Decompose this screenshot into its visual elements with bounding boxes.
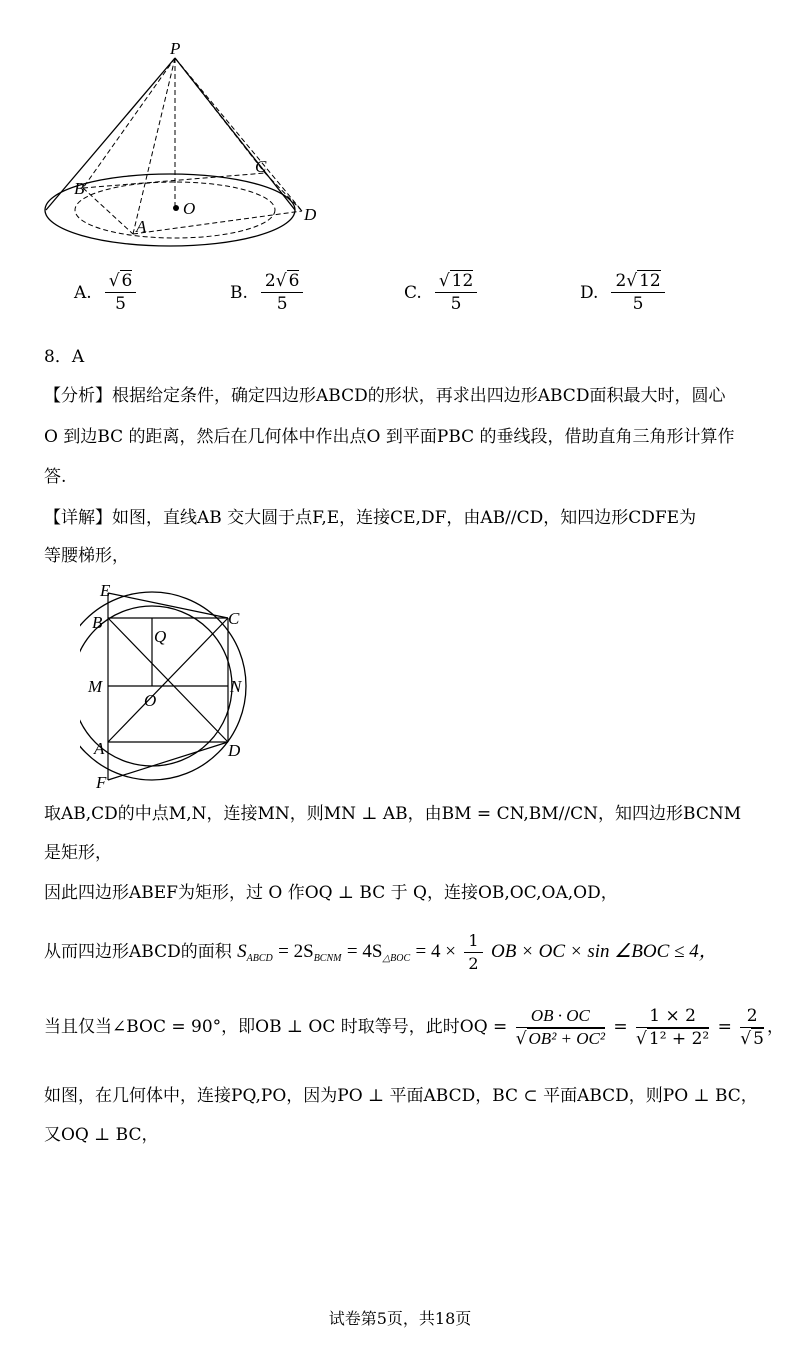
option-a: A. $\frac{√ 6}{5}$ [74, 270, 139, 315]
option-b: B. $\frac{2√ 6}{5}$ [230, 270, 306, 315]
cone-figure [40, 38, 330, 258]
analysis-line-3: 答. [44, 467, 67, 487]
label-c: C [255, 157, 267, 176]
circle-figure [80, 578, 270, 793]
detail-line-2: 等腰梯形， [44, 546, 129, 566]
label-a: A [136, 217, 147, 236]
analysis-line-1 [44, 385, 725, 407]
cone-left-edge [46, 58, 175, 210]
center-point-o [173, 205, 179, 211]
label-a2: A [94, 739, 105, 758]
label-b2: B [92, 613, 103, 632]
body-line-5: 当且仅当∠BOC = 90°，即OB ⊥ OC 时取等号，此时OQ = $\frac{OB \cdot OC}{\text{√ OB² + OC²}}$ = $\frac{1 \times 2}{\text{√ 1² + 2²}}$ = $\frac{2}{√ 5}$ ， [44, 1006, 784, 1049]
label-q: Q [154, 627, 167, 646]
body-line-2: 是矩形， [44, 843, 112, 863]
label-d2: D [228, 741, 241, 760]
label-f: F [96, 773, 107, 792]
body-line-6: 如图，在几何体中，连接PQ,PO，因为PO ⊥ 平面ABCD，BC ⊂ 平面ABCD，则PO ⊥ BC， [44, 1086, 758, 1106]
label-o2: O [144, 691, 157, 710]
body-line-4: 从而四边形ABCD的面积 $S_{ABCD} = 2S_{BCNM} = 4S_{\triangle BOC} = 4$ × $\frac{1}{2}$ OB × OC × sin ∠BOC ≤ 4， [44, 931, 718, 973]
analysis-tag: 【分析】 [44, 386, 112, 406]
label-m: M [88, 677, 103, 696]
body-line-3: 因此四边形ABEF为矩形，过 O 作OQ ⊥ BC 于 Q，连接OB,OC,OA,OD， [44, 883, 618, 903]
option-d: D. $\frac{2√ 12}{5}$ [580, 270, 668, 315]
body-line-1: 取AB,CD的中点M,N，连接MN，则MN ⊥ AB，由BM = CN,BM//CN，知四边形BCNM [44, 804, 742, 824]
page-footer: 试卷第5页，共18页 [328, 1309, 472, 1328]
label-p: P [170, 39, 181, 58]
label-c2: C [228, 609, 240, 628]
label-n: N [230, 677, 242, 696]
detail-line-1 [44, 507, 696, 529]
label-b: B [74, 179, 85, 198]
body-line-7: 又OQ ⊥ BC， [44, 1125, 159, 1145]
answer-line: 8．A [44, 347, 85, 367]
analysis-text-1: 根据给定条件，确定四边形ABCD的形状，再求出四边形ABCD面积最大时，圆心 [112, 386, 726, 406]
detail-text-1: 如图，直线AB 交大圆于点F,E，连接CE,DF，由AB//CD，知四边形CDFE为 [112, 508, 697, 528]
detail-tag: 【详解】 [44, 508, 112, 528]
analysis-line-2: O 到边BC 的距离，然后在几何体中作出点O 到平面PBC 的垂线段，借助直角三角形计算作 [44, 427, 735, 447]
label-o: O [183, 199, 196, 218]
label-d: D [304, 205, 317, 224]
option-c: C. $\frac{√ 12}{5}$ [404, 270, 480, 315]
label-e: E [100, 581, 111, 600]
